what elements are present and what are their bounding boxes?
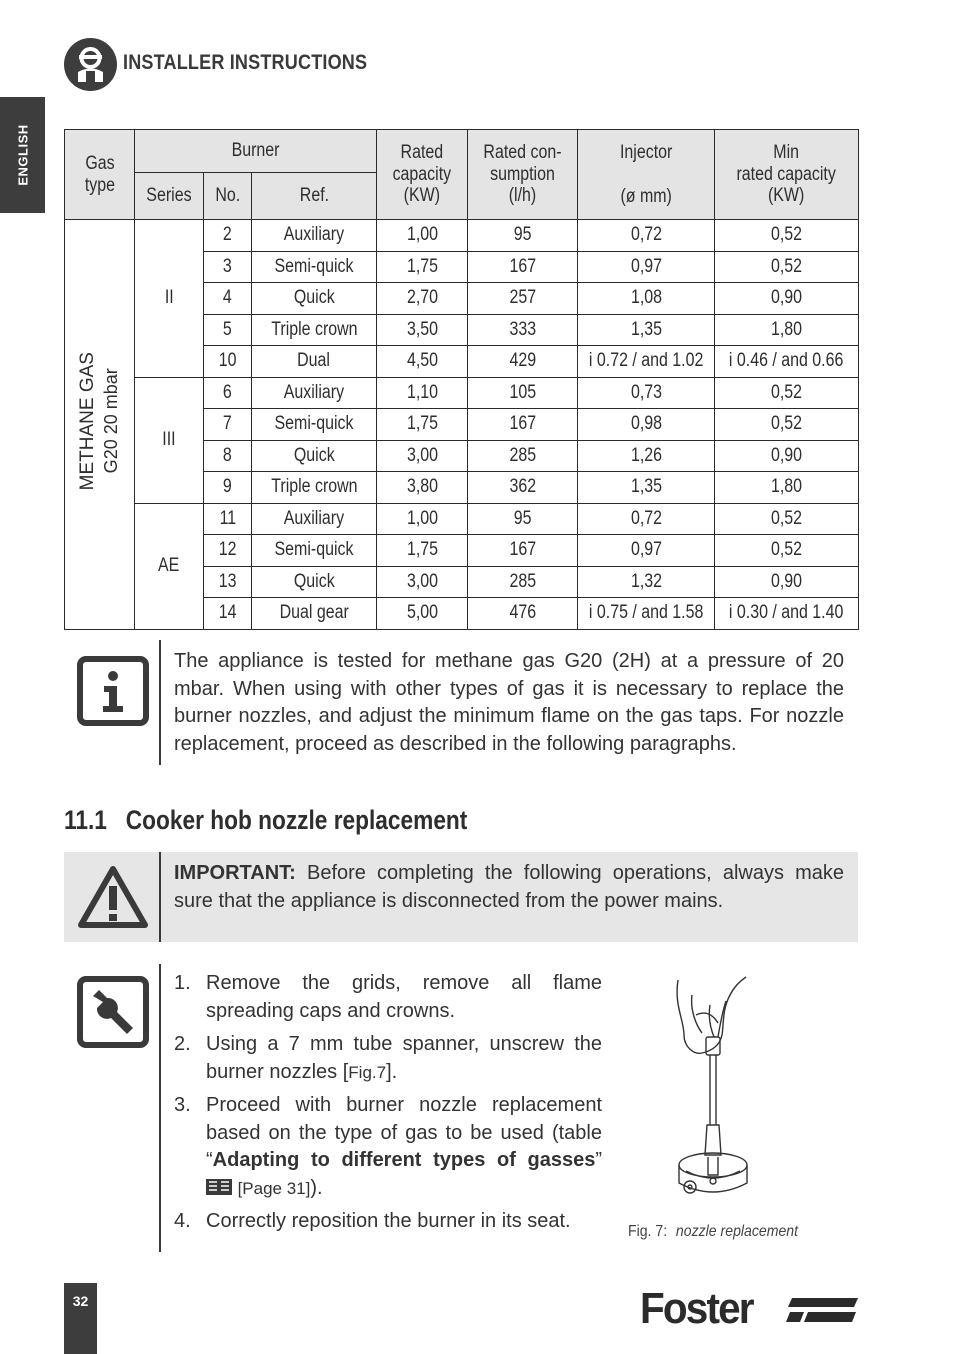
series-cell: III (135, 377, 204, 503)
rated-consumption-cell: 285 (468, 440, 578, 472)
book-reference-icon (206, 1177, 232, 1199)
injector-cell: 1,35 (578, 472, 715, 504)
burner-ref-cell: Triple crown (252, 472, 377, 504)
header-ref: Ref. (252, 173, 377, 220)
burner-number-cell: 10 (204, 346, 252, 378)
steps-list (174, 970, 602, 1242)
list-item: 3. Proceed with burner nozzle replacement based on the type of gas to be used (table “Adapting to different types of gasses” [Page 31]). (174, 1094, 602, 1199)
rated-capacity-cell: 1,00 (377, 220, 468, 252)
burner-number-cell: 6 (204, 377, 252, 409)
burner-number-cell: 5 (204, 314, 252, 346)
rated-capacity-cell: 3,00 (377, 440, 468, 472)
injector-cell: i 0.75 / and 1.58 (578, 598, 715, 630)
table-row (65, 377, 859, 409)
burner-ref-cell: Quick (252, 283, 377, 315)
burner-number-cell: 11 (204, 503, 252, 535)
gas-burner-table (64, 129, 859, 630)
burner-number-cell: 3 (204, 251, 252, 283)
rated-consumption-cell: 95 (468, 220, 578, 252)
table-row (65, 220, 859, 252)
rated-capacity-cell: 2,70 (377, 283, 468, 315)
header-rated-consumption: Rated con- sumption (l/h) (468, 130, 578, 220)
rated-consumption-cell: 429 (468, 346, 578, 378)
burner-ref-cell: Semi-quick (252, 251, 377, 283)
rated-capacity-cell: 1,75 (377, 251, 468, 283)
rated-consumption-cell: 362 (468, 472, 578, 504)
header-series: Series (135, 173, 204, 220)
list-item: 2. Using a 7 mm tube spanner, unscrew the burner nozzles [Fig.7]. (174, 1033, 602, 1083)
language-label: ENGLISH (15, 124, 30, 186)
header-rated-capacity: Rated capacity (KW) (377, 130, 468, 220)
rated-capacity-cell: 1,75 (377, 409, 468, 441)
min-rated-capacity-cell: 0,90 (715, 440, 859, 472)
burner-number-cell: 14 (204, 598, 252, 630)
burner-ref-cell: Dual (252, 346, 377, 378)
min-rated-capacity-cell: 0,52 (715, 251, 859, 283)
figure-reference-link[interactable]: Fig.7 (348, 1062, 387, 1082)
page-number: 32 (72, 1293, 89, 1309)
injector-cell: 0,72 (578, 503, 715, 535)
series-cell: II (135, 220, 204, 378)
rated-capacity-cell: 3,50 (377, 314, 468, 346)
info-note-text: The appliance is tested for methane gas G20 (2H) at a pressure of 20 mbar. When using with other types of gas it is necessary to replace the burner nozzles, and adjust the minimum flame on the gas taps. For nozzle replacement, proceed as described in the following paragraphs. (174, 650, 844, 755)
rated-consumption-cell: 333 (468, 314, 578, 346)
rated-consumption-cell: 167 (468, 409, 578, 441)
injector-cell: 0,72 (578, 220, 715, 252)
installer-icon (64, 38, 117, 91)
header-no: No. (204, 173, 252, 220)
rated-capacity-cell: 1,10 (377, 377, 468, 409)
burner-number-cell: 12 (204, 535, 252, 567)
rated-capacity-cell: 1,00 (377, 503, 468, 535)
info-divider (159, 640, 161, 765)
language-tab (0, 97, 45, 213)
burner-ref-cell: Semi-quick (252, 535, 377, 567)
warning-text: IMPORTANT: Before completing the following operations, always make sure that the appliance is disconnected from the power mains. (174, 862, 845, 912)
gas-type-cell: METHANE GAS G20 20 mbar (65, 220, 135, 630)
min-rated-capacity-cell: 0,52 (715, 503, 859, 535)
section-title: 11.1 Cooker hob nozzle replacement (64, 805, 468, 835)
rated-capacity-cell: 4,50 (377, 346, 468, 378)
page-number-tab (64, 1283, 97, 1354)
page-header-title: INSTALLER INSTRUCTIONS (123, 51, 368, 74)
min-rated-capacity-cell: 0,90 (715, 283, 859, 315)
header-burner: Burner (135, 130, 377, 173)
brand-logo: Foster (640, 1284, 753, 1333)
min-rated-capacity-cell: i 0.46 / and 0.66 (715, 346, 859, 378)
injector-cell: 0,98 (578, 409, 715, 441)
min-rated-capacity-cell: 0,90 (715, 566, 859, 598)
injector-cell: 0,73 (578, 377, 715, 409)
header-injector: Injector (ø mm) (578, 130, 715, 220)
series-cell: AE (135, 503, 204, 629)
injector-cell: 1,32 (578, 566, 715, 598)
burner-number-cell: 2 (204, 220, 252, 252)
min-rated-capacity-cell: 0,52 (715, 409, 859, 441)
header-gas-type: Gas type (65, 130, 135, 220)
min-rated-capacity-cell: 0,52 (715, 535, 859, 567)
nozzle-replacement-illustration (660, 975, 770, 1215)
rated-consumption-cell: 285 (468, 566, 578, 598)
injector-cell: 1,26 (578, 440, 715, 472)
list-item: 1. Remove the grids, remove all flame spreading caps and crowns. (174, 972, 602, 1022)
rated-capacity-cell: 5,00 (377, 598, 468, 630)
min-rated-capacity-cell: 0,52 (715, 377, 859, 409)
header-min-rated-capacity: Min rated capacity (KW) (715, 130, 859, 220)
burner-ref-cell: Quick (252, 566, 377, 598)
warning-divider (159, 852, 161, 942)
rated-capacity-cell: 3,00 (377, 566, 468, 598)
min-rated-capacity-cell: 0,52 (715, 220, 859, 252)
burner-ref-cell: Quick (252, 440, 377, 472)
rated-consumption-cell: 95 (468, 503, 578, 535)
burner-ref-cell: Auxiliary (252, 503, 377, 535)
min-rated-capacity-cell: 1,80 (715, 472, 859, 504)
figure-caption: Fig. 7: nozzle replacement (628, 1223, 799, 1240)
rated-consumption-cell: 167 (468, 535, 578, 567)
rated-consumption-cell: 476 (468, 598, 578, 630)
min-rated-capacity-cell: i 0.30 / and 1.40 (715, 598, 859, 630)
list-item: 4. Correctly reposition the burner in its seat. (174, 1210, 571, 1232)
burner-number-cell: 9 (204, 472, 252, 504)
injector-cell: 0,97 (578, 535, 715, 567)
burner-ref-cell: Dual gear (252, 598, 377, 630)
rated-consumption-cell: 105 (468, 377, 578, 409)
burner-ref-cell: Auxiliary (252, 377, 377, 409)
burner-ref-cell: Auxiliary (252, 220, 377, 252)
rated-consumption-cell: 167 (468, 251, 578, 283)
injector-cell: 0,97 (578, 251, 715, 283)
rated-capacity-cell: 3,80 (377, 472, 468, 504)
min-rated-capacity-cell: 1,80 (715, 314, 859, 346)
table-row (65, 503, 859, 535)
injector-cell: i 0.72 / and 1.02 (578, 346, 715, 378)
injector-cell: 1,08 (578, 283, 715, 315)
info-icon (77, 656, 149, 731)
brand-mark-icon (786, 1294, 858, 1326)
burner-ref-cell: Triple crown (252, 314, 377, 346)
burner-number-cell: 4 (204, 283, 252, 315)
rated-consumption-cell: 257 (468, 283, 578, 315)
rated-capacity-cell: 1,75 (377, 535, 468, 567)
burner-ref-cell: Semi-quick (252, 409, 377, 441)
page-reference-link[interactable]: [Page 31] (237, 1178, 311, 1198)
burner-number-cell: 8 (204, 440, 252, 472)
wrench-icon (77, 976, 149, 1053)
steps-divider (159, 964, 161, 1252)
burner-number-cell: 7 (204, 409, 252, 441)
injector-cell: 1,35 (578, 314, 715, 346)
warning-icon (77, 864, 149, 935)
burner-number-cell: 13 (204, 566, 252, 598)
